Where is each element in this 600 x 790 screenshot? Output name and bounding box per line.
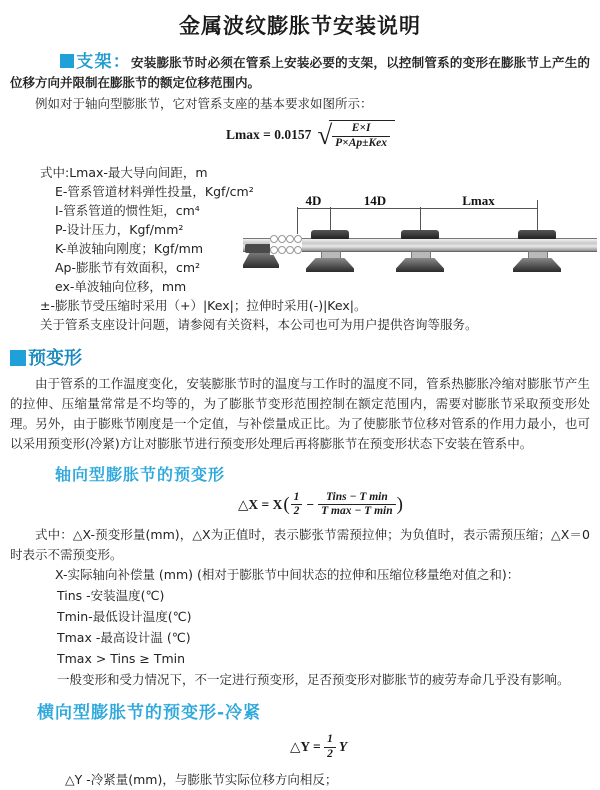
support-heading-label: 支架： bbox=[76, 52, 132, 72]
section-marker-icon bbox=[10, 350, 26, 366]
support-cap bbox=[311, 230, 349, 239]
support-cap bbox=[401, 230, 439, 239]
plus-minus-note: ±-膨胀节受压缩时采用（+）|Kex|；拉伸时采用(-)|Kex|。 bbox=[40, 297, 367, 313]
lmax-formula-lhs: Lmax = 0.0157 bbox=[226, 127, 312, 143]
variable-line: ex-单波轴向位移，mm bbox=[55, 278, 187, 294]
lmax-formula bbox=[226, 120, 590, 151]
support-neck bbox=[321, 251, 341, 259]
pipe-support bbox=[396, 194, 444, 289]
predeform-paragraph: 由于管系的工作温度变化，安装膨胀节时的温度与工作时的温度不同，管系热膨胀冷缩对膨胀节产生的拉伸、压缩量常常是不均等的，为了膨胀节变形范围控制在额定范围内，需要对膨胀节采取预变形处理。另外，由于膨账节刚度是一个定值，与补偿量成正比。为了使膨胀节位移对管系的作用力最小，也可以采用预变形(冷紧)方让对膨胀节进行预变形处理后再将膨胀节在预变形状态下安装在管系中。 bbox=[10, 375, 590, 451]
consult-note: 关于管系支座设计问题，请参阅有关资料，本公司也可为用户提供咨询等服务。 bbox=[40, 316, 478, 332]
dimension-label-4d: 4D bbox=[297, 194, 330, 207]
variable-line: P-设计压力，Kgf/mm² bbox=[55, 221, 184, 237]
half-denominator: 2 bbox=[327, 747, 333, 760]
variable-line: I-管系管道的惯性矩，cm⁴ bbox=[55, 202, 200, 218]
support-base bbox=[513, 258, 561, 272]
predeform-heading-label: 预变形 bbox=[28, 347, 82, 369]
lmax-fraction-numerator: E×I bbox=[332, 122, 390, 137]
temp-definition-line: Tmin-最低设计温度(℃) bbox=[57, 609, 192, 625]
lateral-formula-lhs: △Y = bbox=[290, 739, 321, 755]
sqrt-symbol-icon: √ bbox=[317, 120, 333, 151]
one-half-fraction bbox=[291, 491, 303, 520]
support-base bbox=[306, 258, 354, 272]
dimension-label-14d: 14D bbox=[330, 194, 420, 207]
half-denominator: 2 bbox=[293, 505, 300, 518]
open-paren: ( bbox=[283, 493, 290, 515]
support-cap bbox=[518, 230, 556, 239]
temperature-fraction bbox=[318, 491, 396, 520]
lateral-formula-rhs: Y bbox=[338, 739, 348, 755]
half-numerator: 1 bbox=[324, 733, 336, 748]
bellows-expansion-joint bbox=[270, 234, 302, 255]
dimension-label-lmax: Lmax bbox=[420, 194, 537, 207]
half-numerator: 1 bbox=[291, 491, 303, 506]
anchor-base bbox=[243, 253, 279, 268]
sqrt-body bbox=[329, 120, 395, 151]
axial-formula bbox=[238, 491, 590, 520]
temp-definition-line: Tins -安装温度(℃) bbox=[57, 588, 165, 604]
support-neck bbox=[528, 251, 548, 259]
variable-line: E-管系管道材料弹性投量，Kgf/cm² bbox=[55, 183, 254, 199]
lateral-note: △Y -冷紧量(mm)，与膨胀节实际位移方向相反； bbox=[65, 771, 338, 787]
temp-definition-line: Tmax -最高设计温 (℃) bbox=[57, 630, 191, 646]
lateral-subheading: 横向型膨胀节的预变形-冷紧 bbox=[37, 703, 262, 724]
support-intro-paragraph bbox=[10, 53, 590, 92]
lateral-formula bbox=[290, 733, 590, 762]
variable-line: K-单波轴向刚度；Kgf/mm bbox=[55, 240, 203, 256]
pipe-support-diagram bbox=[243, 194, 597, 289]
predeform-section-heading bbox=[10, 344, 590, 370]
axial-subheading: 轴向型膨胀节的预变形 bbox=[55, 464, 226, 484]
section-marker-icon bbox=[60, 54, 74, 68]
axial-formula-explanation: 式中：△X-预变形量(mm)，△X为正值时，表示膨张节需预拉伸；为负值时，表示需预压缩；△X＝0时表示不需预变形。 bbox=[10, 527, 590, 563]
support-intro-text: 安装膨胀节时必须在管系上安装必要的支架，以控制管系的变形在膨胀节上产生的位移方向并限制在膨胀节的额定位移范围内。 bbox=[10, 55, 590, 90]
variable-line: Ap-膨胀节有效面积，cm² bbox=[55, 259, 201, 275]
temp-inequality-line: Tmax > Tins ≥ Tmin bbox=[57, 651, 186, 667]
lmax-fraction bbox=[332, 122, 390, 151]
lmax-fraction-denominator: P×Ap±Kex bbox=[335, 136, 387, 149]
minus-sign: − bbox=[306, 496, 315, 512]
x-definition-line: X-实际轴向补偿量 (mm) (相对于膨胀节中间状态的拉伸和压缩位移量绝对值之和)： bbox=[55, 567, 520, 583]
variable-line: 式中:Lmax-最大导向间距，m bbox=[40, 164, 208, 180]
temp-fraction-denominator: T max − T min bbox=[321, 505, 393, 518]
support-base bbox=[396, 258, 444, 272]
axial-general-note: 一般变形和受力情况下，不一定进行预变形，足否预变形对膨胀节的疲劳寿命几乎没有影响。 bbox=[57, 672, 570, 688]
support-section-heading bbox=[60, 52, 131, 72]
pipe-support bbox=[306, 194, 354, 289]
one-half-fraction bbox=[324, 733, 336, 762]
close-paren: ) bbox=[396, 493, 403, 515]
anchor-clamp bbox=[245, 244, 271, 253]
temp-fraction-numerator: Tins − T min bbox=[318, 491, 396, 506]
axial-formula-lhs: △X = X bbox=[238, 496, 283, 512]
pipe-support bbox=[513, 194, 561, 289]
page-title: 金属波纹膨胀节安装说明 bbox=[179, 14, 421, 38]
support-example-line: 例如对于轴向型膨胀节，它对管系支座的基本要求如图所示： bbox=[35, 96, 373, 111]
support-neck bbox=[411, 251, 431, 259]
